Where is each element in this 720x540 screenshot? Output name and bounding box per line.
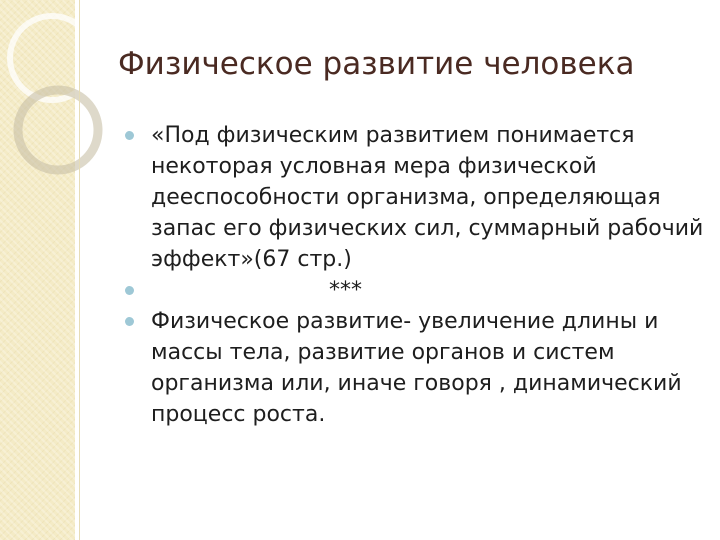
bullet-text: «Под физическим развитием понимается некоторая условная мера физической дееспособности организма, определяющая запас его физических сил, суммарный рабочий эффект»(67 стр.): [151, 123, 704, 272]
decorative-rings: [0, 0, 110, 230]
bullet-dot-icon: [125, 317, 134, 326]
bullet-dot-icon: [125, 131, 134, 140]
strip-divider-line: [79, 0, 80, 540]
bullet-list: [125, 120, 705, 430]
slide-title: Физическое развитие человека: [118, 46, 635, 82]
bullet-item-separator: [125, 275, 705, 306]
separator-asterisks: ***: [329, 278, 362, 303]
bullet-text: Физическое развитие- увеличение длины и массы тела, развитие органов и систем организма или, иначе говоря , динамический процесс роста.: [151, 309, 682, 427]
bullet-item-growth: [125, 306, 705, 430]
bullet-item-definition: [125, 120, 705, 275]
bullet-dot-icon: [125, 286, 134, 295]
